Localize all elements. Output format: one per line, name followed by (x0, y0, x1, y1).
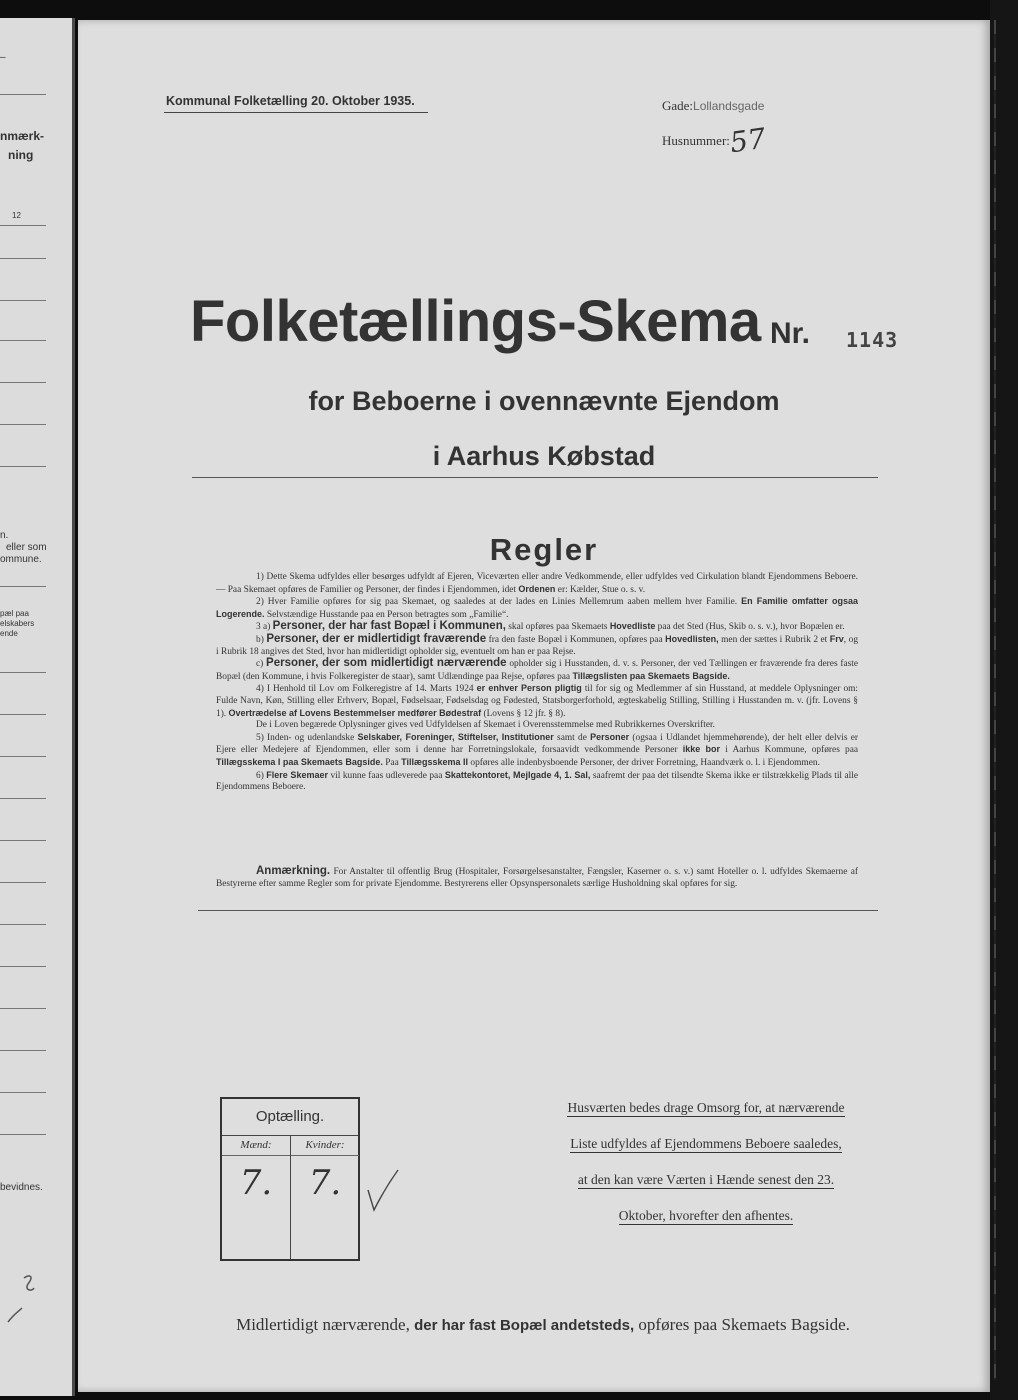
left-page-rule (0, 714, 46, 715)
street-field (662, 98, 764, 114)
remark-label: Anmærkning. (256, 865, 331, 877)
rules-heading: Regler (489, 532, 599, 567)
left-page-rule (0, 1134, 46, 1135)
footer-note: Midlertidigt nærværende, der har fast Bopæl andetsteds, opføres paa Skemaets Bagside. (236, 1315, 850, 1334)
left-text-kommune: ommune. (0, 554, 42, 565)
left-page-rule (0, 225, 46, 226)
rule-2: 2) Hver Familie opføres for sig paa Skemaet, og saaledes at der lades en Linies Mellemrum aaben mellem hver Familie. En Familie omfatter ogsaa Logerende. Selvstændige Husstande paa en Person betragtes som „Familie“. (216, 596, 858, 620)
rule-4: 4) I Henhold til Lov om Folkeregistre af 14. Marts 1924 er enhver Person pligtig til for sig og Medlemmer af sin Husstand, at meddele Oplysninger om: Fulde Navn, Køn, Stilling eller Erhverv, Bopæl, Fødselsaar, Fødselsdag og Fødested, Statsborgerforhold, ægteskabelig Stilling, Stilling i Husstanden m. v. (jfr. Lovens § 1). Overtrædelse af Lovens Bestemmelser medfører Bødestraf (Lovens § 12 jfr. § 8). (216, 683, 859, 719)
left-text-n: n. (0, 530, 9, 541)
left-page-edge (0, 18, 75, 1396)
landlord-note-line-3: at den kan være Værten i Hænde senest den 23. (577, 1172, 835, 1187)
count-title: Optælling. (222, 1099, 358, 1136)
rule-5: 5) Inden- og udenlandske Selskaber, Foreninger, Stiftelser, Institutioner samt de Personer (ogsaa i Udlandet hjemmehørende), der helt eller delvis er Ejere eller Medejere af Ejendommen, eller som i denne har Forretningslokale, forsaavidt vedkommende Personer ikke bor i Aarhus Kommune, opføres paa Tillægsskema I paa Skemaets Bagside. Paa Tillægsskema II opføres alle indenbysboende Personer, der driver Forretning, Haandværk o. l. i Ejendommen. (216, 731, 859, 768)
left-page-rule (0, 586, 46, 587)
left-page-rule (0, 966, 46, 967)
landlord-note-line-4: Oktober, hvorefter den afhentes. (618, 1208, 794, 1223)
count-men-value: 7. (239, 1163, 273, 1203)
left-page-rule (0, 756, 46, 757)
count-women-column (291, 1135, 359, 1259)
left-text-bevidnes: bevidnes. (0, 1182, 43, 1193)
house-number-value: 57 (727, 121, 768, 160)
left-page-rule (0, 258, 46, 259)
left-page-rule (0, 840, 46, 841)
street-label: Gade: (662, 98, 694, 113)
left-page-rule (0, 1050, 46, 1051)
left-page-rule (0, 1008, 46, 1009)
remark-body: For Anstalter til offentlig Brug (Hospitaler, Forsørgelsesanstalter, Fængsler, Kaserner o. s. v.) samt Hoteller o. l. udfyldes Skemaerne af Bestyrerne efter samme Regler som for private Ejendomme. Bestyrerens eller Opsynspersonalets særlige Husholdning skal opføres for sig. (216, 867, 859, 889)
form-number-value: 1143 (846, 328, 899, 352)
landlord-note-line-1: Husværten bedes drage Omsorg for, at nærværende (567, 1100, 845, 1115)
left-handwriting-scribble (4, 1262, 44, 1332)
form-title: Folketællings-Skema (190, 289, 761, 354)
rule-6: 6) Flere Skemaer vil kunne faas udleverede paa Skattekontoret, Mejlgade 4, 1. Sal, saafremt der paa det tilsendte Skema ikke er tilstrækkelig Plads til alle Ejendommens Beboere. (216, 769, 859, 793)
rule-1: 1) Dette Skema udfyldes eller besørges udfyldt af Ejeren, Viceværten eller andre Vedkommende, eller udfyldes ved Cirkulation blandt Ejendommens Beboere. — Paa Skemaet opføres de Familier og Personer, der findes i Ejendommen, idet Ordenen er: Kælder, Stue o. s. v. (216, 572, 858, 595)
left-remark-label-1: nmærk- (0, 129, 45, 143)
left-page-rule (0, 424, 46, 425)
title-divider (192, 477, 878, 478)
count-men-column (222, 1135, 291, 1259)
left-page-rule (0, 924, 46, 925)
left-text-selskabers: elskabers (0, 619, 35, 628)
left-page-rule (0, 300, 46, 301)
remark-divider (198, 910, 878, 911)
left-remark-label-2: ning (8, 148, 34, 162)
left-column-number: 12 (12, 211, 21, 220)
form-number-label: Nr. (770, 317, 811, 350)
count-box (220, 1097, 360, 1261)
census-form-page (78, 20, 990, 1392)
left-page-rule (0, 382, 46, 383)
census-header-title: Kommunal Folketælling 20. Oktober 1935. (166, 94, 415, 108)
rule-4b: De i Loven begærede Oplysninger gives ved Udfyldelsen af Skemaet i Overensstemmelse med Rubrikkernes Overskrifter. (256, 720, 715, 731)
left-page-rule (0, 672, 46, 673)
count-women-label: Kvinder: (291, 1135, 359, 1156)
rules-text (216, 572, 858, 794)
landlord-note-line-2: Liste udfyldes af Ejendommens Beboere saaledes, (570, 1136, 842, 1151)
rule-3a: 3 a) Personer, der har fast Bopæl i Kommunen, skal opføres paa Skemaets Hovedliste paa det Sted (Hus, Skib o. s. v.), hvor Bopælen er. (256, 620, 845, 633)
left-page-rule (0, 94, 46, 95)
remark-text (216, 866, 858, 890)
rule-3b: b) Personer, der er midlertidigt fraværende fra den faste Bopæl i Kommunen, opføres paa Hovedlisten, men der sættes i Rubrik 2 et Frv, og i Rubrik 18 angives det Sted, hvor han midlertidigt opholder sig, eventuelt om han er paa Rejse. (216, 632, 859, 657)
left-text-baeel-paa: pæl paa (0, 609, 29, 618)
house-number-label: Husnummer: (662, 133, 730, 148)
left-page-rule (0, 798, 46, 799)
left-text-eller-som: eller som (6, 542, 47, 553)
street-value: Lollandsgade (693, 99, 765, 113)
check-mark-icon (366, 1168, 406, 1218)
form-subtitle-1: for Beboerne i ovennævnte Ejendom (308, 386, 780, 416)
form-subtitle-2: i Aarhus Købstad (432, 441, 656, 471)
left-page-dash: – (0, 52, 6, 63)
rule-3c: c) Personer, der som midlertidigt nærværende opholder sig i Husstanden, d. v. s. Personer, der ved Tællingen er fraværende fra deres faste Bopæl (den Kommune, i hvis Folkeregister de staar), samt Udlændinge paa Rejse, opføres paa Tillægslisten paa Skemaets Bagside. (216, 657, 859, 682)
left-page-rule (0, 1092, 46, 1093)
census-header-underline (164, 112, 428, 113)
left-text-ende: ende (0, 629, 18, 638)
binding-spine (990, 0, 1018, 1400)
left-page-rule (0, 340, 46, 341)
count-men-label: Mænd: (222, 1135, 290, 1156)
left-page-rule (0, 466, 46, 467)
left-page-rule (0, 882, 46, 883)
count-women-value: 7. (308, 1163, 342, 1203)
